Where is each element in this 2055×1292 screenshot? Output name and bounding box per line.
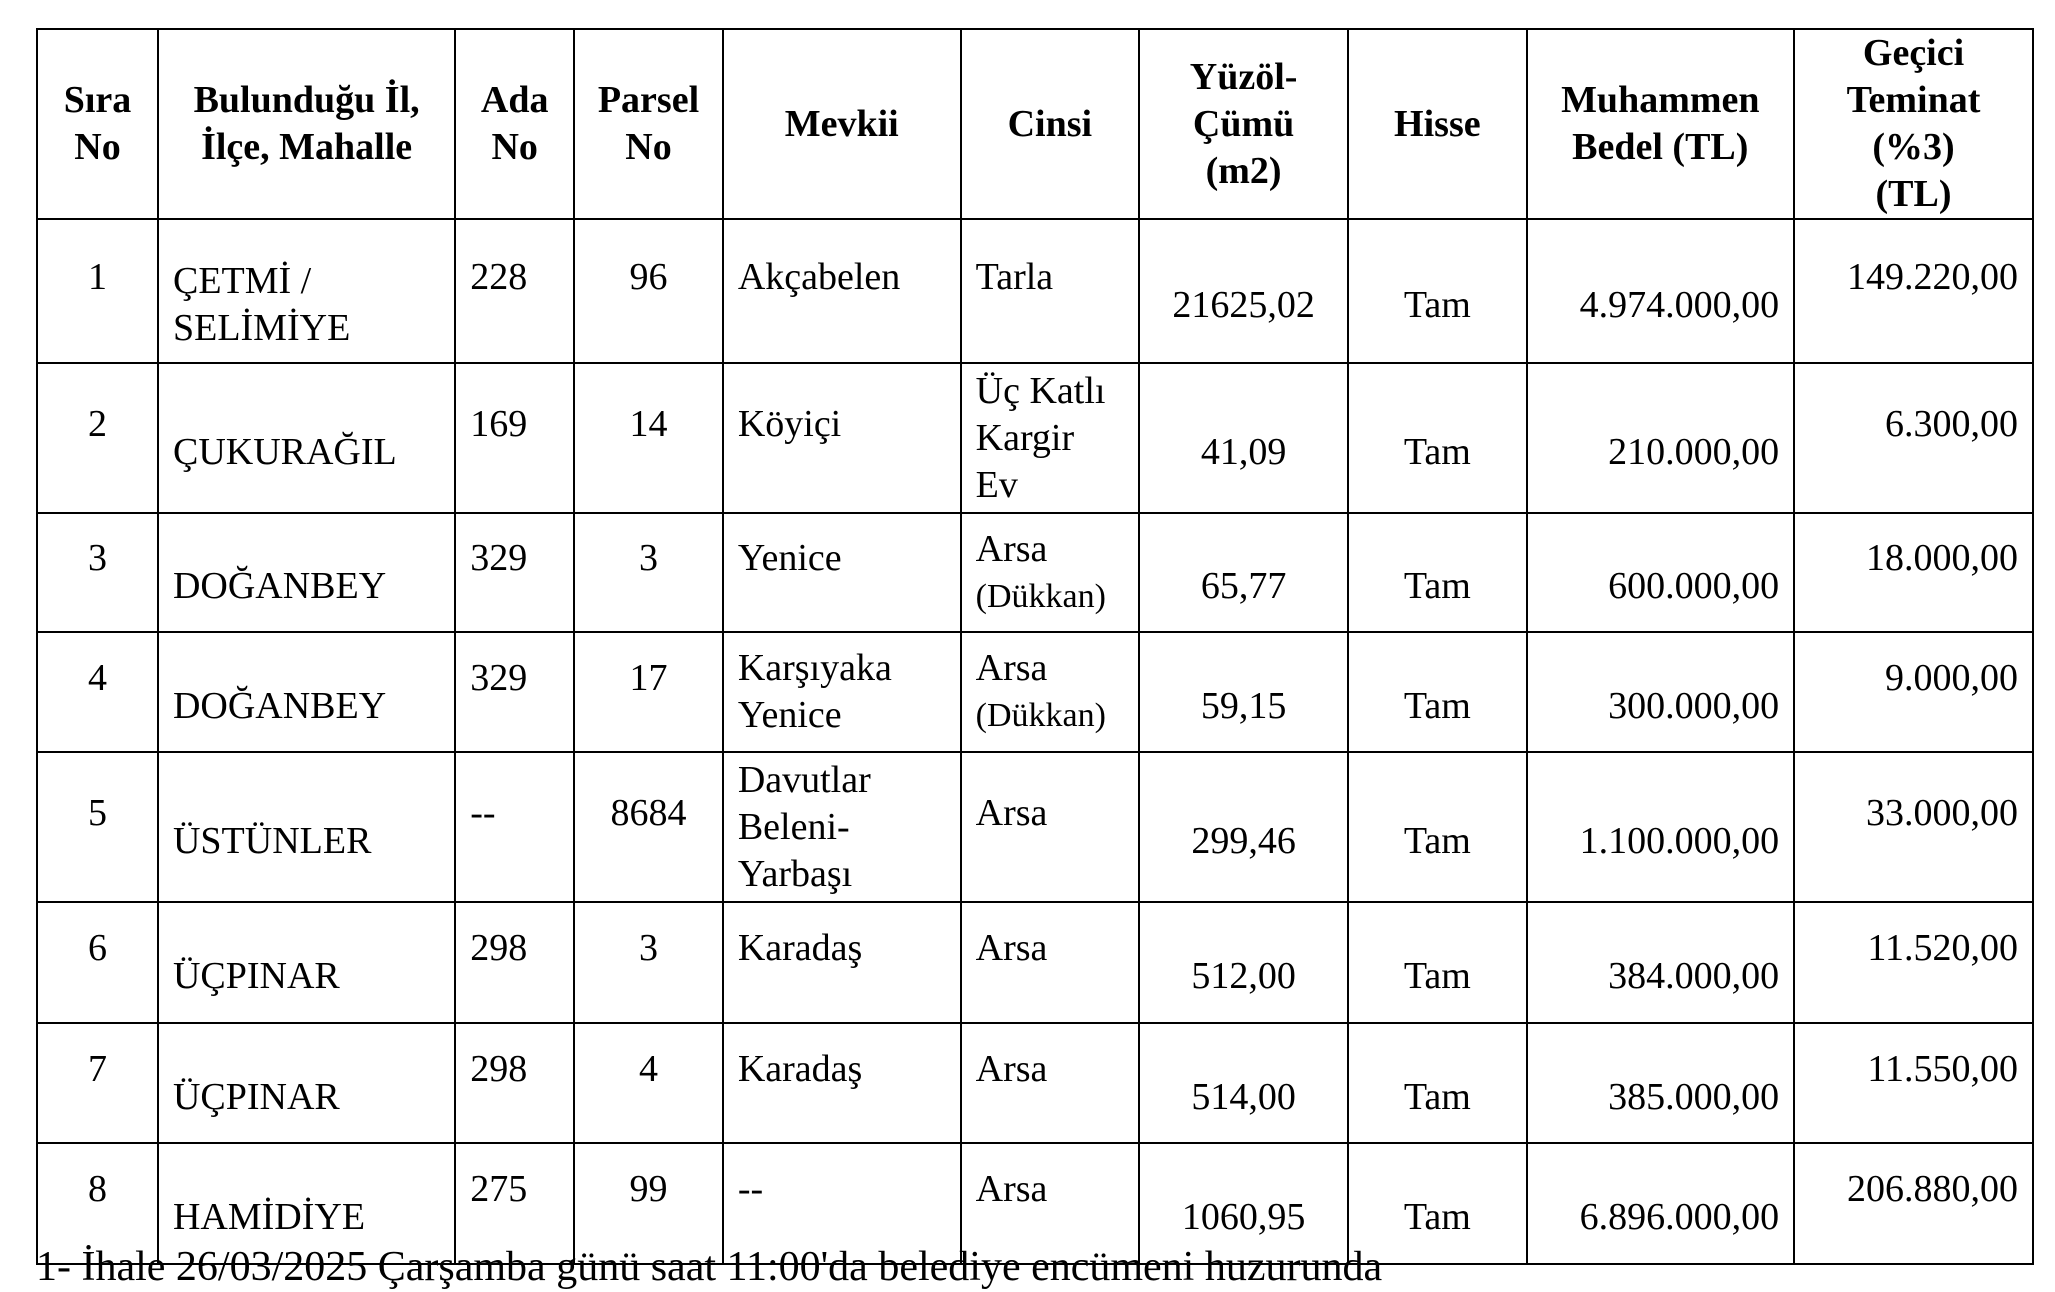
cell-content: 169 xyxy=(470,402,528,445)
header-yuzolcumu xyxy=(1139,29,1348,219)
cell-content: Tam xyxy=(1403,283,1471,326)
cell-content xyxy=(738,535,946,582)
text-line: Çümü xyxy=(1192,102,1295,145)
cell-content xyxy=(173,953,440,1000)
text-line: Köyiçi xyxy=(737,402,842,445)
cell-cinsi xyxy=(961,902,1139,1023)
text-line: Karadaş xyxy=(737,927,863,969)
cell-content xyxy=(173,258,440,352)
text-line: İlçe, Mahalle xyxy=(201,126,413,168)
cell-content: 4.974.000,00 xyxy=(1579,283,1780,326)
cell-content xyxy=(738,925,946,972)
cell-content: 300.000,00 xyxy=(1608,684,1780,727)
cell-content: Tam xyxy=(1403,430,1471,473)
table-row xyxy=(37,219,2033,363)
cell-sira-no xyxy=(37,902,158,1023)
property-auction-table xyxy=(36,28,2034,1265)
text-line: (Dükkan) xyxy=(975,577,1106,615)
cell-il-ilce-mahalle xyxy=(158,902,455,1023)
cell-parsel-no xyxy=(574,513,723,632)
text-line: No xyxy=(491,126,538,168)
cell-content xyxy=(976,1166,1124,1213)
text-line: Yenice xyxy=(737,694,842,736)
cell-content: 3 xyxy=(638,927,658,969)
text-line: (%3) xyxy=(1872,126,1955,168)
cell-content: Tam xyxy=(1403,819,1471,862)
footer-text: 1- İhale 26/03/2025 Çarşamba günü saat 11:00'da belediye encümeni huzurunda xyxy=(36,1244,1383,1290)
cell-hisse xyxy=(1348,752,1526,902)
cell-yuzolcumu xyxy=(1139,902,1348,1023)
cell-muhammen-bedel xyxy=(1527,902,1795,1023)
cell-content: 3 xyxy=(638,537,658,579)
cell-content xyxy=(173,563,440,610)
cell-mevkii xyxy=(723,1023,961,1143)
text-line: DOĞANBEY xyxy=(172,565,387,607)
cell-content: 275 xyxy=(470,1168,528,1210)
cell-ada-no xyxy=(455,752,574,902)
text-line: ÇETMİ / xyxy=(172,260,312,302)
header-il-ilce-mahalle xyxy=(158,29,455,219)
cell-content xyxy=(173,429,440,476)
cell-yuzolcumu xyxy=(1139,363,1348,513)
cell-content: 149.220,00 xyxy=(1847,255,2018,298)
cell-content: Tam xyxy=(1403,955,1471,997)
cell-content: Tam xyxy=(1403,565,1471,607)
text-line: (TL) xyxy=(1875,173,1952,215)
cell-hisse xyxy=(1348,513,1526,632)
cell-content: 1060,95 xyxy=(1181,1196,1306,1238)
cell-cinsi xyxy=(961,752,1139,902)
header-gecici-teminat xyxy=(1794,29,2033,219)
text-line: Arsa xyxy=(975,1168,1048,1210)
cell-parsel-no xyxy=(574,752,723,902)
cell-yuzolcumu xyxy=(1139,632,1348,752)
cell-muhammen-bedel xyxy=(1527,219,1795,363)
cell-content xyxy=(738,645,946,739)
cell-gecici-teminat xyxy=(1794,513,2033,632)
cell-content: 33.000,00 xyxy=(1866,791,2018,834)
cell-content: 3 xyxy=(87,537,107,579)
cell-yuzolcumu xyxy=(1139,513,1348,632)
text-line: Arsa xyxy=(975,927,1048,969)
cell-hisse xyxy=(1348,632,1526,752)
cell-mevkii xyxy=(723,513,961,632)
cell-ada-no xyxy=(455,632,574,752)
cell-content: 7 xyxy=(87,1047,107,1090)
header-ada-no xyxy=(455,29,574,219)
cell-parsel-no xyxy=(574,1023,723,1143)
text-line: Yenice xyxy=(737,537,842,579)
cell-gecici-teminat xyxy=(1794,363,2033,513)
cell-content xyxy=(738,1046,946,1093)
text-line: Ada xyxy=(480,79,549,121)
cell-il-ilce-mahalle xyxy=(158,219,455,363)
text-line: Mevkii xyxy=(784,102,899,145)
cell-hisse xyxy=(1348,363,1526,513)
cell-parsel-no xyxy=(574,363,723,513)
cell-parsel-no xyxy=(574,219,723,363)
cell-content: 5 xyxy=(87,791,107,834)
cell-content: 600.000,00 xyxy=(1608,565,1780,607)
text-line: Sıra xyxy=(63,79,132,121)
cell-content: 2 xyxy=(87,402,107,445)
cell-content: 6.300,00 xyxy=(1885,402,2018,445)
cell-content xyxy=(738,757,946,898)
text-line: Teminat xyxy=(1846,79,1981,121)
cell-content: Tam xyxy=(1403,1196,1471,1238)
text-line: ÜÇPINAR xyxy=(172,955,340,997)
cell-sira-no xyxy=(37,752,158,902)
cell-hisse xyxy=(1348,219,1526,363)
cell-il-ilce-mahalle xyxy=(158,1023,455,1143)
cell-content: 41,09 xyxy=(1200,430,1287,473)
table-row xyxy=(37,1023,2033,1143)
header-muhammen-bedel xyxy=(1527,29,1795,219)
text-line: Geçici xyxy=(1862,32,1965,74)
text-line: Bulunduğu İl, xyxy=(193,79,420,121)
cell-content: 514,00 xyxy=(1191,1075,1296,1118)
cell-cinsi xyxy=(961,363,1139,513)
cell-muhammen-bedel xyxy=(1527,632,1795,752)
table-body xyxy=(37,219,2033,1264)
text-line: Beleni- xyxy=(737,805,850,848)
cell-ada-no xyxy=(455,1023,574,1143)
cell-content: 228 xyxy=(470,255,528,298)
cell-sira-no xyxy=(37,513,158,632)
table-row xyxy=(37,632,2033,752)
cell-mevkii xyxy=(723,219,961,363)
text-line: ÜSTÜNLER xyxy=(172,819,372,862)
text-line: Akçabelen xyxy=(737,255,901,298)
text-line: Parsel xyxy=(597,79,700,121)
text-line: Arsa xyxy=(975,1047,1048,1090)
cell-content: Tam xyxy=(1403,684,1471,727)
cell-sira-no xyxy=(37,632,158,752)
cell-mevkii xyxy=(723,902,961,1023)
cell-content: 96 xyxy=(629,255,668,298)
cell-content xyxy=(173,818,440,865)
cell-muhammen-bedel xyxy=(1527,1023,1795,1143)
cell-content: 512,00 xyxy=(1191,955,1296,997)
text-line: Arsa xyxy=(975,527,1048,570)
cell-content: 8 xyxy=(87,1168,107,1210)
text-line: Cinsi xyxy=(1007,102,1093,145)
cell-cinsi xyxy=(961,513,1139,632)
auction-table-sheet xyxy=(36,28,2034,1265)
cell-content: 4 xyxy=(638,1047,658,1090)
cell-content: 329 xyxy=(470,656,528,699)
cell-ada-no xyxy=(455,902,574,1023)
text-line: Hisse xyxy=(1394,102,1481,145)
cell-content: 385.000,00 xyxy=(1608,1075,1780,1118)
cell-il-ilce-mahalle xyxy=(158,363,455,513)
cell-muhammen-bedel xyxy=(1527,513,1795,632)
header-sira-no xyxy=(37,29,158,219)
cell-yuzolcumu xyxy=(1139,219,1348,363)
cell-content: 1 xyxy=(87,255,107,298)
cell-content: 384.000,00 xyxy=(1608,955,1780,997)
cell-cinsi xyxy=(961,219,1139,363)
text-line: Kargir xyxy=(975,416,1075,459)
cell-content: 99 xyxy=(629,1168,668,1210)
cell-gecici-teminat xyxy=(1794,752,2033,902)
table-row xyxy=(37,752,2033,902)
text-line: -- xyxy=(737,1168,764,1210)
text-line: HAMİDİYE xyxy=(172,1196,366,1238)
cell-gecici-teminat xyxy=(1794,219,2033,363)
cell-content xyxy=(976,925,1124,972)
text-line: Arsa xyxy=(975,791,1048,834)
cell-content: 298 xyxy=(470,1047,528,1090)
cell-content: 6 xyxy=(87,927,107,969)
cell-il-ilce-mahalle xyxy=(158,752,455,902)
cell-gecici-teminat xyxy=(1794,902,2033,1023)
text-line: No xyxy=(625,126,672,168)
cell-content: 210.000,00 xyxy=(1608,430,1780,473)
cell-content: 298 xyxy=(470,927,528,969)
cell-content xyxy=(976,368,1124,509)
cell-content: 1.100.000,00 xyxy=(1579,819,1780,862)
header-cinsi xyxy=(961,29,1139,219)
text-line: Karadaş xyxy=(737,1047,863,1090)
cell-mevkii xyxy=(723,752,961,902)
cell-content xyxy=(976,790,1124,837)
cell-yuzolcumu xyxy=(1139,752,1348,902)
cell-ada-no xyxy=(455,513,574,632)
text-line: Yarbaşı xyxy=(737,852,853,895)
cell-mevkii xyxy=(723,632,961,752)
cell-content xyxy=(738,254,946,301)
text-line: Karşıyaka xyxy=(737,647,892,689)
cell-content xyxy=(976,254,1124,301)
cell-content: Tam xyxy=(1403,1075,1471,1118)
text-line: ÜÇPINAR xyxy=(172,1075,340,1118)
cell-gecici-teminat xyxy=(1794,1143,2033,1264)
table-row xyxy=(37,513,2033,632)
text-line: (Dükkan) xyxy=(975,697,1106,734)
cell-ada-no xyxy=(455,219,574,363)
cell-content: 206.880,00 xyxy=(1847,1168,2018,1210)
table-row xyxy=(37,902,2033,1023)
text-line: Üç Katlı xyxy=(975,369,1106,412)
cell-muhammen-bedel xyxy=(1527,1143,1795,1264)
cell-content: 4 xyxy=(87,656,107,699)
text-line: Yüzöl- xyxy=(1189,55,1298,98)
cell-cinsi xyxy=(961,1023,1139,1143)
cell-content xyxy=(173,1194,440,1241)
cell-content: 11.520,00 xyxy=(1867,927,2018,969)
text-line: Arsa xyxy=(975,647,1048,689)
text-line: ÇUKURAĞIL xyxy=(172,430,397,473)
text-line: DOĞANBEY xyxy=(172,684,387,727)
cell-sira-no xyxy=(37,1023,158,1143)
header-hisse xyxy=(1348,29,1526,219)
cell-cinsi xyxy=(961,632,1139,752)
cell-content: -- xyxy=(470,791,496,834)
cell-muhammen-bedel xyxy=(1527,363,1795,513)
cell-gecici-teminat xyxy=(1794,632,2033,752)
cell-mevkii xyxy=(723,363,961,513)
cell-content: 14 xyxy=(629,402,668,445)
cell-content xyxy=(976,645,1124,739)
cell-hisse xyxy=(1348,1023,1526,1143)
cell-content xyxy=(738,1166,946,1213)
text-line: Tarla xyxy=(975,255,1054,298)
cell-content: 21625,02 xyxy=(1172,283,1315,326)
header-parsel-no xyxy=(574,29,723,219)
cell-content: 17 xyxy=(629,656,668,699)
cell-il-ilce-mahalle xyxy=(158,513,455,632)
header-row xyxy=(37,29,2033,219)
cell-content: 11.550,00 xyxy=(1867,1047,2018,1090)
cell-muhammen-bedel xyxy=(1527,752,1795,902)
cell-hisse xyxy=(1348,902,1526,1023)
cell-parsel-no xyxy=(574,902,723,1023)
cell-content: 65,77 xyxy=(1200,565,1287,607)
cell-content xyxy=(738,401,946,448)
cell-content: 18.000,00 xyxy=(1866,537,2018,579)
cell-sira-no xyxy=(37,219,158,363)
cell-il-ilce-mahalle xyxy=(158,632,455,752)
cell-gecici-teminat xyxy=(1794,1023,2033,1143)
cell-content: 8684 xyxy=(610,791,687,834)
cell-content: 299,46 xyxy=(1191,819,1296,862)
cell-sira-no xyxy=(37,363,158,513)
text-line: Davutlar xyxy=(737,758,871,801)
cell-content xyxy=(173,1074,440,1121)
cell-content: 9.000,00 xyxy=(1885,656,2018,699)
text-line: SELİMİYE xyxy=(172,307,351,349)
cell-content: 6.896.000,00 xyxy=(1579,1196,1780,1238)
text-line: Ev xyxy=(975,463,1018,506)
cell-content: 59,15 xyxy=(1200,684,1287,727)
text-line: Bedel (TL) xyxy=(1572,126,1749,168)
cell-parsel-no xyxy=(574,632,723,752)
cell-ada-no xyxy=(455,363,574,513)
cell-content xyxy=(173,683,440,730)
header-mevkii xyxy=(723,29,961,219)
text-line: (m2) xyxy=(1205,149,1282,192)
cell-content xyxy=(976,1046,1124,1093)
cell-yuzolcumu xyxy=(1139,1023,1348,1143)
cell-content: 329 xyxy=(470,537,528,579)
text-line: No xyxy=(74,126,121,168)
cell-content xyxy=(976,526,1124,620)
text-line: Muhammen xyxy=(1561,79,1760,121)
table-row xyxy=(37,363,2033,513)
